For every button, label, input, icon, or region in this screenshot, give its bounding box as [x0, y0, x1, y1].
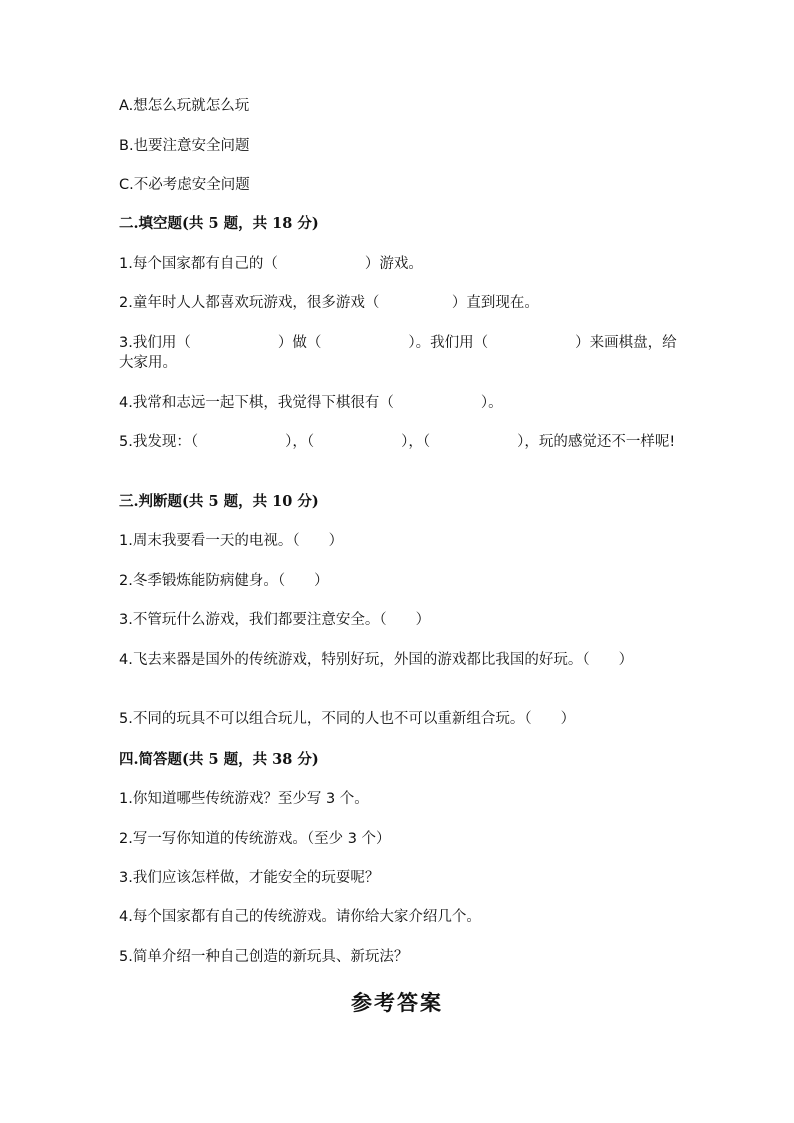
short-answer-question-5: 5.简单介绍一种自己创造的新玩具、新玩法？ — [119, 949, 409, 965]
option-c: C.不必考虑安全问题 — [119, 177, 250, 193]
judgment-question-2: 2.冬季锻炼能防病健身。（ ） — [119, 573, 329, 589]
option-a: A.想怎么玩就怎么玩 — [119, 98, 250, 114]
judgment-question-5: 5.不同的玩具不可以组合玩儿，不同的人也不可以重新组合玩。（ ） — [119, 711, 576, 727]
judgment-question-4: 4.飞去来器是国外的传统游戏，特别好玩，外国的游戏都比我国的好玩。（ ） — [119, 652, 634, 668]
short-answer-question-1: 1.你知道哪些传统游戏？至少写 3 个。 — [119, 791, 369, 807]
judgment-question-1: 1.周末我要看一天的电视。（ ） — [119, 533, 344, 549]
section-heading-judgment: 三.判断题(共 5 题，共 10 分) — [119, 493, 319, 510]
section-heading-short-answer: 四.简答题(共 5 题，共 38 分) — [119, 751, 319, 768]
fill-blank-question-2: 2.童年时人人都喜欢玩游戏，很多游戏（ ）直到现在。 — [119, 295, 539, 311]
judgment-question-3: 3.不管玩什么游戏，我们都要注意安全。（ ） — [119, 612, 431, 628]
section-heading-fill-blank: 二.填空题(共 5 题，共 18 分) — [119, 215, 319, 232]
answer-key-title: 参考答案 — [351, 990, 443, 1015]
short-answer-question-4: 4.每个国家都有自己的传统游戏。请你给大家介绍几个。 — [119, 909, 481, 925]
fill-blank-question-3: 3.我们用（ ）做（ ）。我们用（ ）来画棋盘，给大家用。 — [119, 335, 677, 371]
fill-blank-question-5: 5.我发现：（ ），（ ），（ ），玩的感觉还不一样呢! — [119, 434, 676, 450]
fill-blank-question-4: 4.我常和志远一起下棋，我觉得下棋很有（ ）。 — [119, 395, 503, 411]
short-answer-question-3: 3.我们应该怎样做，才能安全的玩耍呢？ — [119, 870, 380, 886]
short-answer-question-2: 2.写一写你知道的传统游戏。（至少 3 个） — [119, 831, 391, 847]
fill-blank-question-1: 1.每个国家都有自己的（ ）游戏。 — [119, 256, 423, 272]
option-b: B.也要注意安全问题 — [119, 138, 250, 154]
